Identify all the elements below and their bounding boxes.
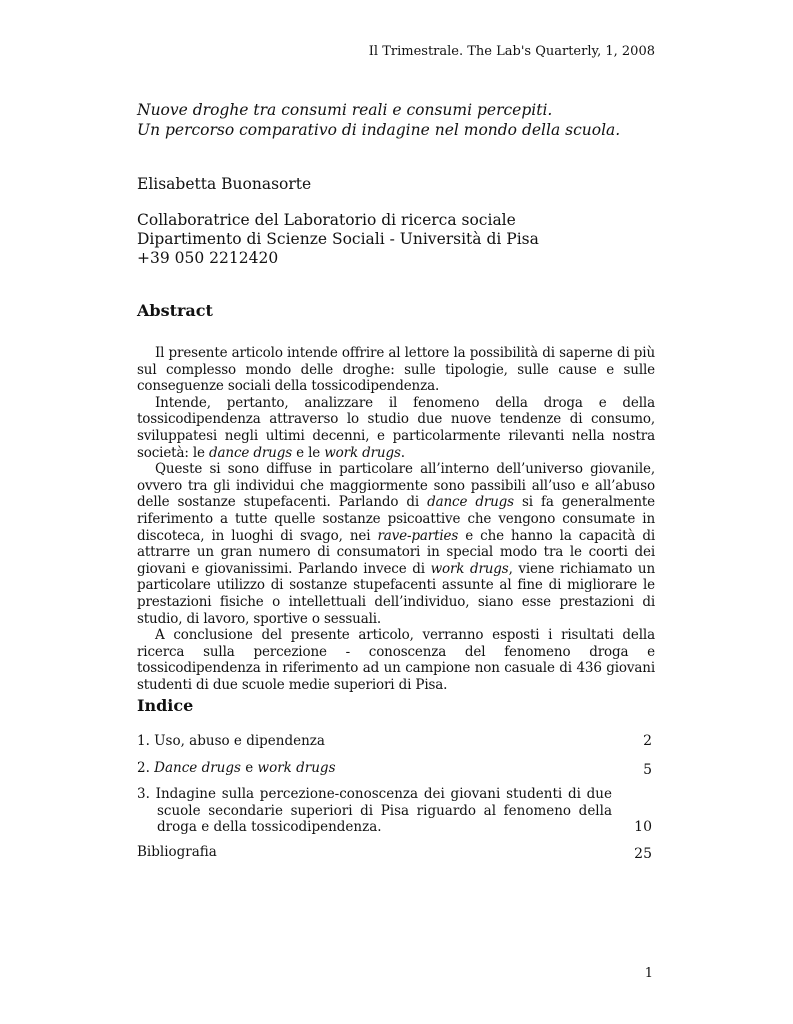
affiliation-line-1: Collaboratrice del Laboratorio di ricerca sociale [137, 211, 516, 229]
text-run: 2. [137, 760, 155, 776]
emphasis-term: dance drugs [209, 444, 292, 461]
author-affiliation [137, 211, 539, 268]
abstract-paragraph-2 [137, 395, 655, 461]
emphasis-term: work drugs [324, 444, 401, 461]
text-run: Queste si sono diffuse in particolare all’interno dell’universo giovanile, ovvero tra gli individui che maggiormente sono passibili all’uso e all’abuso delle sostanze stupefacenti. Parlando di [137, 461, 655, 511]
affiliation-line-2: Dipartimento di Scienze Sociali - Università di Pisa [137, 230, 539, 248]
emphasis-term: work drugs [257, 760, 336, 776]
emphasis-term: Dance drugs [154, 760, 241, 776]
text-run: Intende, pertanto, analizzare il fenomeno della droga e della tossicodipendenza attraverso lo studio due nuove tendenze di consumo, sviluppatesi negli ultimi decenni, e particolarmente rilevanti nella nostra società: le [137, 394, 655, 461]
toc-entry-page: 2 [643, 733, 652, 749]
text-run: e [240, 760, 258, 776]
text-run: si fa generalmente riferimento a tutte quelle sostanze psicoattive che vengono consumate in discoteca, in luoghi di svago, nei [137, 494, 655, 544]
toc-entry-page: 5 [643, 762, 652, 778]
abstract-paragraph-3 [137, 461, 655, 627]
index-heading: Indice [137, 696, 194, 715]
article-title [137, 100, 697, 140]
author-name: Elisabetta Buonasorte [137, 175, 312, 193]
title-line-1: Nuove droghe tra consumi reali e consumi percepiti. [137, 101, 553, 119]
running-header: Il Trimestrale. The Lab's Quarterly, 1, 2008 [368, 44, 655, 59]
emphasis-term: dance drugs [427, 494, 514, 511]
text-run: e le [291, 444, 325, 461]
toc-entry-page: 25 [634, 846, 652, 862]
toc-entry-label: Bibliografia [137, 844, 217, 860]
text-run: . [400, 444, 405, 461]
emphasis-term: rave-parties [377, 527, 459, 544]
abstract-body [137, 345, 655, 693]
text-run: e che hanno la capacità di attrarre un gran numero di consumatori in special modo tra le coorti dei giovani e giovanissimi. Parlando invece di [137, 527, 655, 577]
abstract-heading: Abstract [137, 301, 213, 320]
toc-entry-label: 3. Indagine sulla percezione-conoscenza dei giovani studenti di due scuole secondarie superiori di Pisa riguardo al fenomeno della droga e della tossicodipendenza. [137, 786, 612, 836]
toc-entry-label [137, 760, 336, 777]
abstract-paragraph-4: A conclusione del presente articolo, verranno esposti i risultati della ricerca sulla percezione - conoscenza del fenomeno droga e tossicodipendenza in riferimento ad un campione non casuale di 436 giovani studenti di due scuole medie superiori di Pisa. [137, 627, 655, 693]
toc-entry-label: 1. Uso, abuso e dipendenza [137, 733, 325, 749]
toc-entry-page: 10 [634, 819, 652, 835]
abstract-paragraph-1: Il presente articolo intende offrire al lettore la possibilità di saperne di più sul complesso mondo delle droghe: sulle tipologie, sulle cause e sulle conseguenze sociali della tossicodipendenza. [137, 345, 655, 395]
affiliation-phone: +39 050 2212420 [137, 249, 279, 267]
page-number: 1 [644, 966, 653, 981]
text-run: , viene richiamato un particolare utilizzo di sostanze stupefacenti assunte al fine di migliorare le prestazioni fisiche o intellettuali dell’individuo, siano esse prestazioni di studio, di lavoro, sportive o sessuali. [137, 560, 656, 627]
title-line-2: Un percorso comparativo di indagine nel mondo della scuola. [137, 121, 621, 139]
emphasis-term: work drugs [430, 560, 509, 577]
